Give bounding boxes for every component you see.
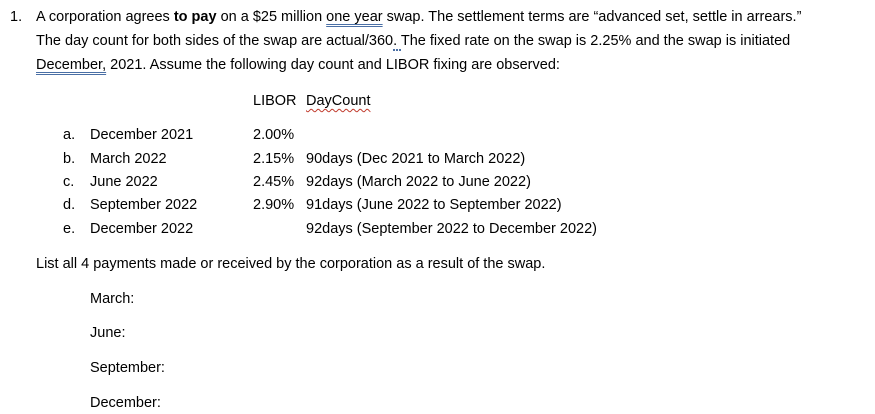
row-libor: 2.90% [253, 197, 295, 213]
row-libor: 2.15% [253, 151, 295, 167]
row-letter: e. [63, 221, 76, 237]
answer-june-label: June: [90, 325, 126, 341]
question-line-2-pre: The day count for both sides of the swap are actual/360 [36, 33, 394, 49]
question-line-1-post: swap. The settlement terms are “advanced set, settle in arrears.” [382, 9, 802, 25]
row-date: June 2022 [90, 174, 158, 190]
december-underlined: December, [36, 57, 107, 73]
question-line-3 [36, 57, 560, 73]
row-letter: b. [63, 151, 76, 167]
question-line-1-pre: A corporation agrees [36, 9, 174, 25]
instruction-text: List all 4 payments made or received by the corporation as a result of the swap. [36, 256, 546, 272]
question-line-2-post: The fixed rate on the swap is 2.25% and the swap is initiated [400, 33, 791, 49]
row-letter: d. [63, 197, 76, 213]
header-libor: LIBOR [253, 93, 297, 109]
dotted-period: . [393, 33, 401, 49]
one-year-underlined: one year [326, 9, 383, 25]
row-date: December 2021 [90, 127, 194, 143]
row-letter: c. [63, 174, 75, 190]
row-libor: 2.00% [253, 127, 295, 143]
question-number: 1. [10, 9, 23, 25]
question-line-1 [36, 9, 801, 25]
row-date: December 2022 [90, 221, 194, 237]
row-daycount: 91days (June 2022 to September 2022) [306, 197, 562, 213]
answer-december-label: December: [90, 395, 161, 411]
row-daycount: 90days (Dec 2021 to March 2022) [306, 151, 526, 167]
header-daycount: DayCount [306, 93, 371, 109]
row-daycount: 92days (March 2022 to June 2022) [306, 174, 531, 190]
row-date: September 2022 [90, 197, 198, 213]
row-date: March 2022 [90, 151, 167, 167]
question-line-2 [36, 33, 790, 49]
row-letter: a. [63, 127, 76, 143]
row-libor: 2.45% [253, 174, 295, 190]
answer-march-label: March: [90, 291, 135, 307]
question-line-1-bold: to pay [173, 9, 217, 25]
question-line-3-post: 2021. Assume the following day count and LIBOR fixing are observed: [106, 57, 560, 73]
row-daycount: 92days (September 2022 to December 2022) [306, 221, 597, 237]
answer-september-label: September: [90, 360, 165, 376]
question-line-1-mid: on a $25 million [216, 9, 327, 25]
